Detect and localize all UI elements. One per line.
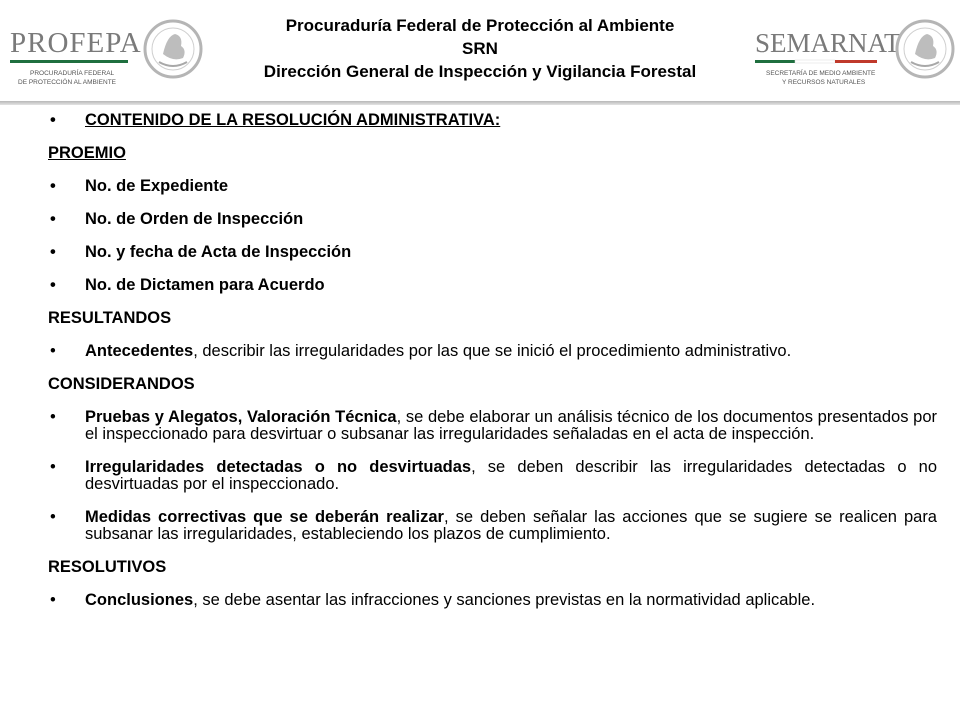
profepa-logo-text: PROFEPA: [10, 27, 142, 59]
header-directorate: Dirección General de Inspección y Vigilancia Forestal: [263, 62, 697, 81]
list-item: • No. de Orden de Inspección: [48, 211, 937, 228]
list-item: [48, 459, 937, 493]
mexican-coat-of-arms-icon: [143, 16, 203, 82]
item-description: , se deben señalar las acciones que se sugiere se realicen para subsanar las irregularidades, estableciendo los plazos de cumplimiento.: [85, 508, 937, 543]
item-description: , describir las irregularidades por las que se inició el procedimiento administrativo.: [193, 342, 792, 360]
section-heading-considerandos: CONSIDERANDOS: [48, 375, 195, 393]
profepa-logo-sub1: PROCURADURÍA FEDERAL: [30, 70, 115, 77]
profepa-logo: [8, 22, 142, 92]
header-agency: Procuraduría Federal de Protección al Ambiente: [285, 16, 675, 35]
profepa-logo-sub2: DE PROTECCIÓN AL AMBIENTE: [18, 79, 117, 86]
semarnat-logo: [752, 22, 901, 92]
list-item: [48, 343, 937, 360]
list-item: • No. y fecha de Acta de Inspección: [48, 244, 937, 261]
main-heading: • CONTENIDO DE LA RESOLUCIÓN ADMINISTRATIVA:: [48, 112, 937, 129]
semarnat-logo-text: SEMARNAT: [755, 28, 901, 58]
semarnat-logo-sub2: Y RECURSOS NATURALES: [782, 79, 866, 86]
semarnat-logo-sub1: SECRETARÍA DE MEDIO AMBIENTE: [766, 70, 876, 77]
item-term: Pruebas y Alegatos, Valoración Técnica: [85, 408, 397, 426]
item-term: Antecedentes: [85, 342, 194, 360]
section-heading-resultandos: RESULTANDOS: [48, 309, 172, 327]
item-term: Irregularidades detectadas o no desvirtuadas: [85, 458, 472, 476]
list-item: [48, 509, 937, 543]
section-heading-resolutivos: RESOLUTIVOS: [48, 558, 167, 576]
list-item: • No. de Dictamen para Acuerdo: [48, 277, 937, 294]
item-term: Conclusiones: [85, 591, 194, 609]
header-title-block: [210, 14, 750, 83]
item-description: , se debe asentar las infracciones y sanciones previstas en la normatividad aplicable.: [193, 591, 816, 609]
mexican-coat-of-arms-icon: [895, 16, 955, 82]
item-term: Medidas correctivas que se deberán realizar: [85, 508, 444, 526]
item-description: , se deben describir las irregularidades detectadas o no desvirtuadas por el inspeccionado.: [85, 458, 937, 493]
list-item: [48, 409, 937, 443]
document-body: [48, 112, 937, 609]
item-description: , se debe elaborar un análisis técnico de los documentos presentados por el inspeccionado para desvirtuar o subsanar las irregularidades señaladas en el acta de inspección.: [85, 408, 937, 443]
header-unit: SRN: [462, 39, 498, 58]
list-item: [48, 592, 937, 609]
list-item: • No. de Expediente: [48, 178, 937, 195]
section-heading-proemio: PROEMIO: [48, 144, 126, 162]
header-divider: [0, 101, 960, 105]
page-header: [0, 0, 960, 100]
